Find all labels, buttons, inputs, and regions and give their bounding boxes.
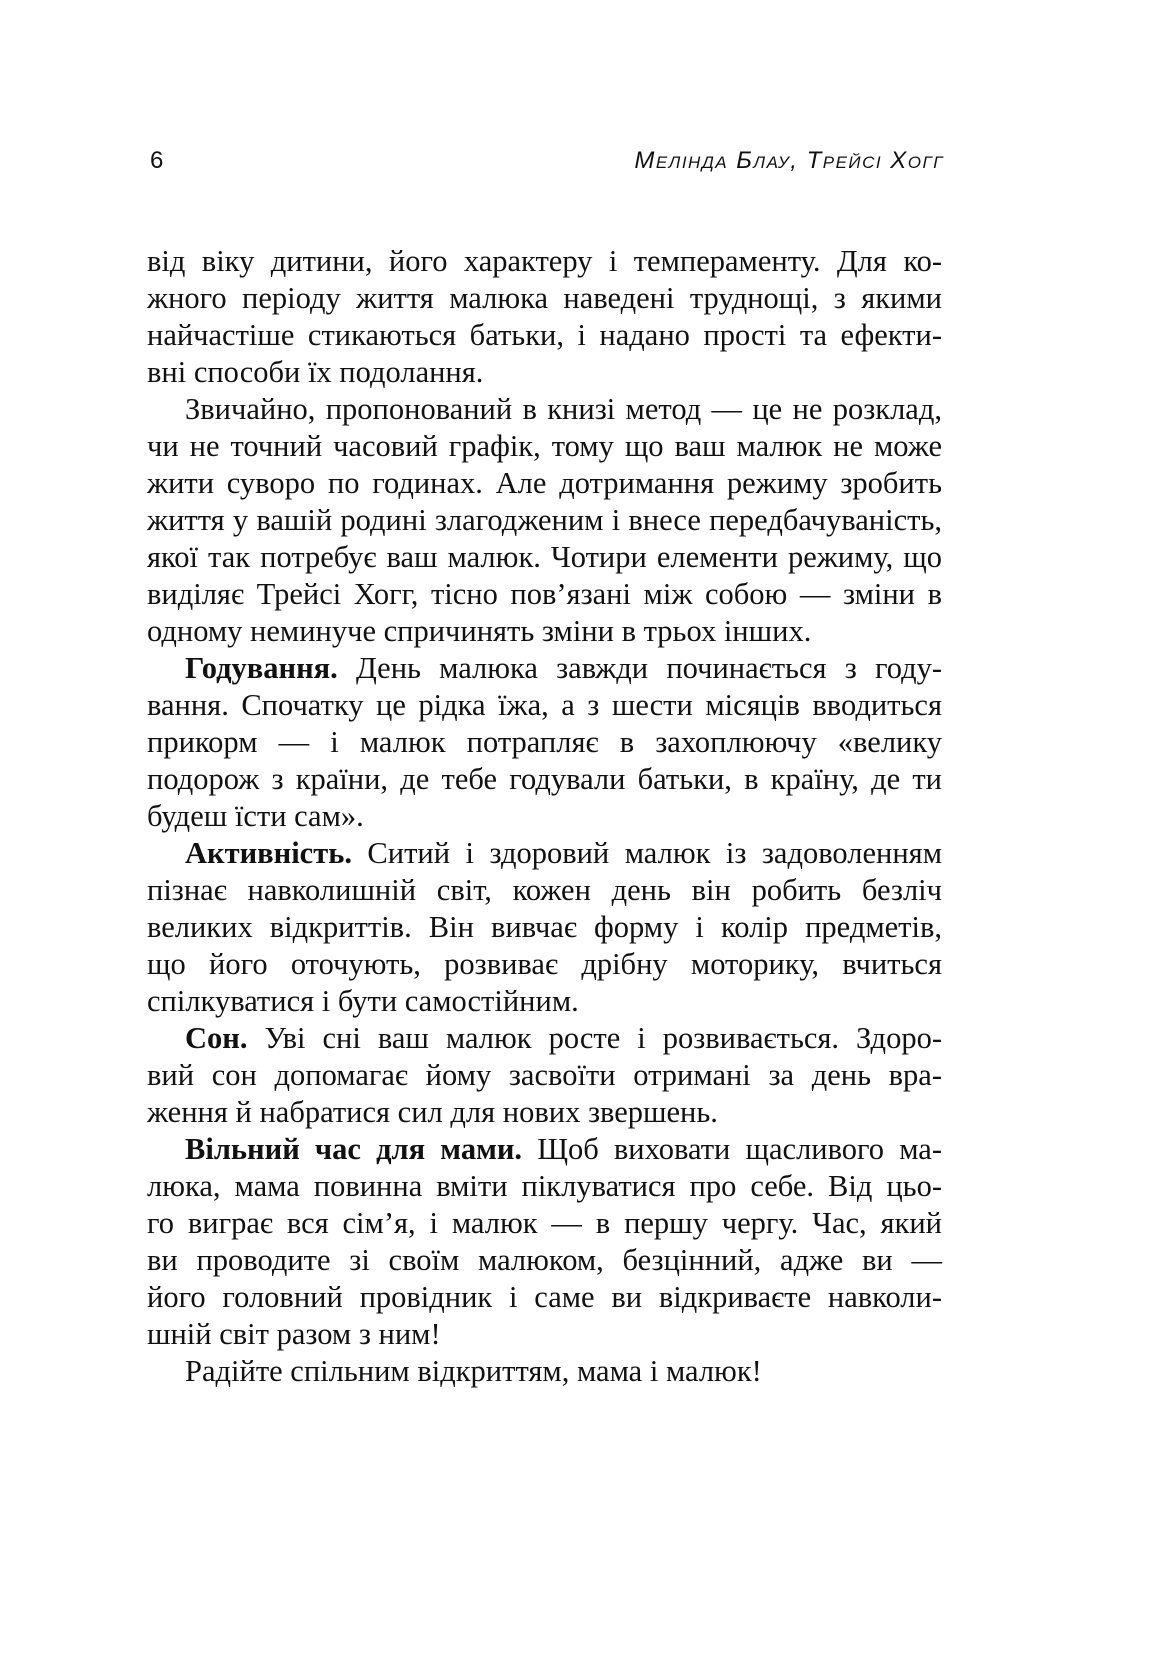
- running-head: Мелінда Блау, Трейсі Хогг: [634, 147, 944, 174]
- text-line: [147, 1279, 942, 1316]
- line-text: якої так потребує ваш малюк. Чотири елементи режиму, що: [147, 540, 942, 574]
- line-text: люка, мама повинна вміти піклуватися про себе. Від цьо-: [147, 1169, 942, 1203]
- text-line: [147, 650, 942, 687]
- line-text: його головний провідник і саме ви відкриваєте навколи-: [147, 1280, 942, 1314]
- text-line: [147, 983, 942, 1020]
- line-text: найчастіше стикаються батьки, і надано прості та ефекти-: [147, 318, 942, 352]
- text-line: [147, 1020, 942, 1057]
- line-text: го виграє вся сім’я, і малюк — в першу чергу. Час, який: [147, 1206, 942, 1240]
- line-text: вні способи їх подолання.: [147, 355, 484, 389]
- line-text: шній світ разом з ним!: [147, 1317, 441, 1351]
- run-in-heading: Годування.: [185, 651, 338, 685]
- text-line: [147, 391, 942, 428]
- line-text: виділяє Трейсі Хогг, тісно пов’язані між собою — зміни в: [147, 577, 942, 611]
- text-line: [147, 280, 942, 317]
- line-text: День малюка завжди починається з году-: [337, 651, 942, 685]
- line-text: Ситий і здоровий малюк із задоволенням: [351, 836, 942, 870]
- text-line: [147, 1168, 942, 1205]
- line-text: жити суворо по годинах. Але дотримання режиму зробить: [147, 466, 942, 500]
- text-line: [147, 1057, 942, 1094]
- text-line: [147, 465, 942, 502]
- line-text: що його оточують, розвиває дрібну моторику, вчиться: [147, 947, 942, 981]
- text-line: [147, 724, 942, 761]
- line-text: ження й набратися сил для нових звершень.: [147, 1095, 718, 1129]
- page-number: 6: [150, 147, 165, 174]
- text-line: [147, 317, 942, 354]
- line-text: будеш їсти сам».: [147, 799, 364, 833]
- text-line: [147, 872, 942, 909]
- line-text: Щоб виховати щасливого ма-: [522, 1132, 942, 1166]
- line-text: ви проводите зі своїм малюком, безцінний, адже ви —: [147, 1243, 942, 1277]
- text-line: [147, 1353, 942, 1390]
- line-text: чи не точний часовий графік, тому що ваш малюк не може: [147, 429, 942, 463]
- text-line: [147, 428, 942, 465]
- text-line: [147, 687, 942, 724]
- line-text: Уві сні ваш малюк росте і розвивається. Здоро-: [247, 1021, 942, 1055]
- line-text: великих відкриттів. Він вивчає форму і колір предметів,: [147, 910, 942, 944]
- line-text: вий сон допомагає йому засвоїти отримані за день вра-: [147, 1058, 942, 1092]
- body-text: [147, 243, 942, 1390]
- text-line: [147, 502, 942, 539]
- text-line: [147, 576, 942, 613]
- text-line: [147, 1131, 942, 1168]
- line-text: прикорм — і малюк потрапляє в захоплюючу «велику: [147, 725, 942, 759]
- text-line: [147, 761, 942, 798]
- text-line: [147, 613, 942, 650]
- line-text: спілкуватися і бути самостійним.: [147, 984, 579, 1018]
- text-line: [147, 946, 942, 983]
- line-text: вання. Спочатку це рідка їжа, а з шести місяців вводиться: [147, 688, 942, 722]
- text-line: [147, 539, 942, 576]
- line-text: Радійте спільним відкриттям, мама і малюк!: [185, 1354, 762, 1388]
- text-line: [147, 1316, 942, 1353]
- text-line: [147, 1094, 942, 1131]
- text-line: [147, 243, 942, 280]
- text-line: [147, 798, 942, 835]
- text-line: [147, 1205, 942, 1242]
- text-line: [147, 909, 942, 946]
- text-line: [147, 354, 942, 391]
- run-in-heading: Вільний час для мами.: [185, 1132, 523, 1166]
- line-text: жного періоду життя малюка наведені труднощі, з якими: [147, 281, 942, 315]
- text-line: [147, 1242, 942, 1279]
- line-text: від віку дитини, його характеру і темпераменту. Для ко-: [147, 244, 942, 278]
- line-text: подорож з країни, де тебе годували батьки, в країну, де ти: [147, 762, 942, 796]
- text-line: [147, 835, 942, 872]
- line-text: життя у вашій родині злагодженим і внесе передбачуваність,: [147, 503, 942, 537]
- run-in-heading: Сон.: [185, 1021, 248, 1055]
- line-text: пізнає навколишній світ, кожен день він робить безліч: [147, 873, 942, 907]
- line-text: одному неминуче спричинять зміни в трьох інших.: [147, 614, 812, 648]
- line-text: Звичайно, пропонований в книзі метод — це не розклад,: [185, 392, 942, 426]
- run-in-heading: Активність.: [185, 836, 352, 870]
